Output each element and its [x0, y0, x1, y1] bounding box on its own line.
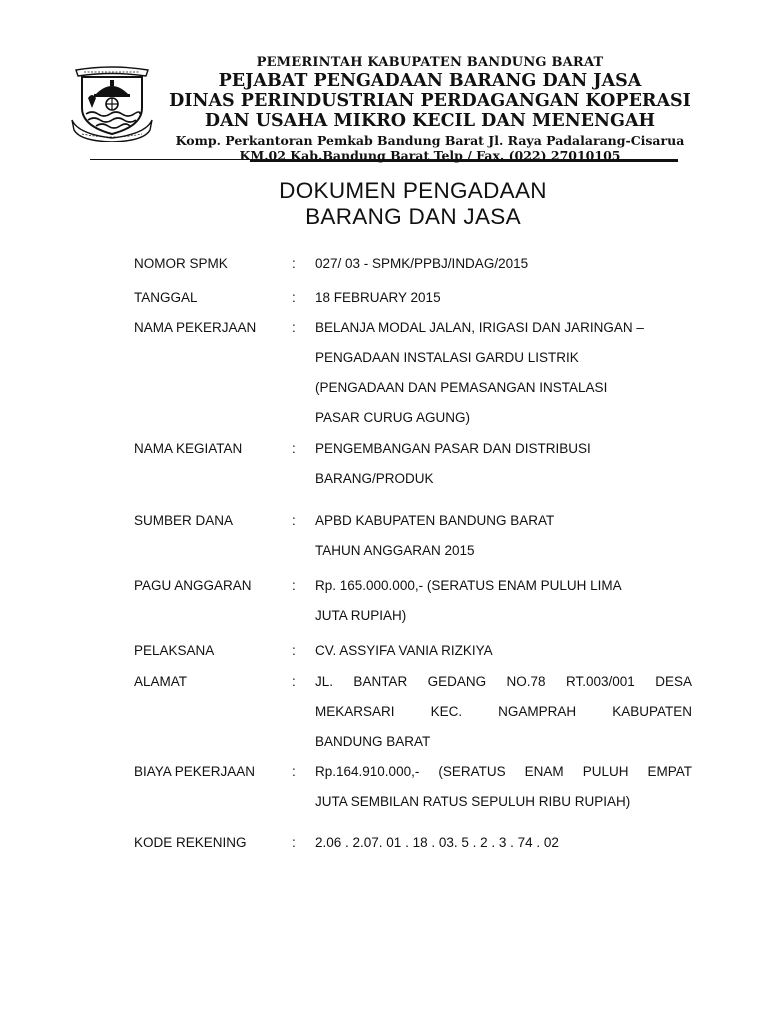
- field-value-line: PENGADAAN INSTALASI GARDU LISTRIK: [315, 350, 579, 365]
- field-value: [315, 313, 692, 433]
- field-label: ALAMAT: [134, 674, 188, 689]
- field-value: [315, 571, 692, 631]
- field-label: BIAYA PEKERJAAN: [134, 764, 256, 779]
- letterhead-contact: KM.02 Kab.Bandung Barat Telp / Fax. (022) 27010105: [239, 148, 621, 163]
- field-value: [315, 636, 692, 666]
- document-title-line1: DOKUMEN PENGADAAN: [279, 178, 547, 203]
- field-value-line: JL. BANTAR GEDANG NO.78 RT.003/001 DESA: [315, 674, 692, 689]
- field-label: PAGU ANGGARAN: [134, 578, 252, 593]
- field-value-line: 2.06 . 2.07. 01 . 18 . 03. 5 . 2 . 3 . 74 . 02: [315, 835, 559, 850]
- field-value-line: (PENGADAAN DAN PEMASANGAN INSTALASI: [315, 380, 608, 395]
- field-label: SUMBER DANA: [134, 513, 234, 528]
- field-label: KODE REKENING: [134, 835, 247, 850]
- field-separator: :: [292, 674, 296, 689]
- field-value-line: BANDUNG BARAT: [315, 734, 431, 749]
- letterhead-department: DINAS PERINDUSTRIAN PERDAGANGAN KOPERASI: [169, 91, 691, 111]
- field-value-line: PENGEMBANGAN PASAR DAN DISTRIBUSI: [315, 441, 591, 456]
- field-value-line: MEKARSARI KEC. NGAMPRAH KABUPATEN: [315, 704, 692, 719]
- field-value-line: JUTA SEMBILAN RATUS SEPULUH RIBU RUPIAH): [315, 794, 631, 809]
- letterhead-office: PEJABAT PENGADAAN BARANG DAN JASA: [218, 71, 642, 91]
- field-value-line: TAHUN ANGGARAN 2015: [315, 543, 475, 558]
- field-value-line: CV. ASSYIFA VANIA RIZKIYA: [315, 643, 493, 658]
- field-value: [315, 434, 692, 494]
- field-separator: :: [292, 764, 296, 779]
- letterhead-address: Komp. Perkantoran Pemkab Bandung Barat Jl. Raya Padalarang-Cisarua: [175, 133, 685, 148]
- letterhead-government: PEMERINTAH KABUPATEN BANDUNG BARAT: [256, 55, 604, 70]
- document-title-line2: BARANG DAN JASA: [305, 204, 521, 229]
- field-value-line: BELANJA MODAL JALAN, IRIGASI DAN JARINGAN –: [315, 320, 644, 335]
- field-separator: :: [292, 578, 296, 593]
- field-value: [315, 828, 692, 858]
- field-value-line: Rp.164.910.000,- (SERATUS ENAM PULUH EMPAT: [315, 764, 692, 779]
- field-separator: :: [292, 290, 296, 305]
- field-value: [315, 249, 692, 279]
- field-separator: :: [292, 643, 296, 658]
- field-value-line: PASAR CURUG AGUNG): [315, 410, 471, 425]
- field-separator: :: [292, 835, 296, 850]
- field-label: PELAKSANA: [134, 643, 215, 658]
- field-label: NAMA PEKERJAAN: [134, 320, 257, 335]
- letterhead-department-cont: DAN USAHA MIKRO KECIL DAN MENENGAH: [204, 111, 656, 131]
- field-label: TANGGAL: [134, 290, 198, 305]
- field-value-line: Rp. 165.000.000,- (SERATUS ENAM PULUH LIMA: [315, 578, 622, 593]
- field-value-line: JUTA RUPIAH): [315, 608, 407, 623]
- field-separator: :: [292, 513, 296, 528]
- field-value: [315, 506, 692, 566]
- field-value-line: 027/ 03 - SPMK/PPBJ/INDAG/2015: [315, 256, 529, 271]
- field-value: [315, 283, 692, 313]
- field-label: NOMOR SPMK: [134, 256, 228, 271]
- field-separator: :: [292, 256, 296, 271]
- field-value: [315, 667, 692, 757]
- field-value: [315, 757, 692, 817]
- field-value-line: 18 FEBRUARY 2015: [315, 290, 441, 305]
- field-value-line: APBD KABUPATEN BANDUNG BARAT: [315, 513, 555, 528]
- field-separator: :: [292, 441, 296, 456]
- field-label: NAMA KEGIATAN: [134, 441, 243, 456]
- field-value-line: BARANG/PRODUK: [315, 471, 434, 486]
- field-separator: :: [292, 320, 296, 335]
